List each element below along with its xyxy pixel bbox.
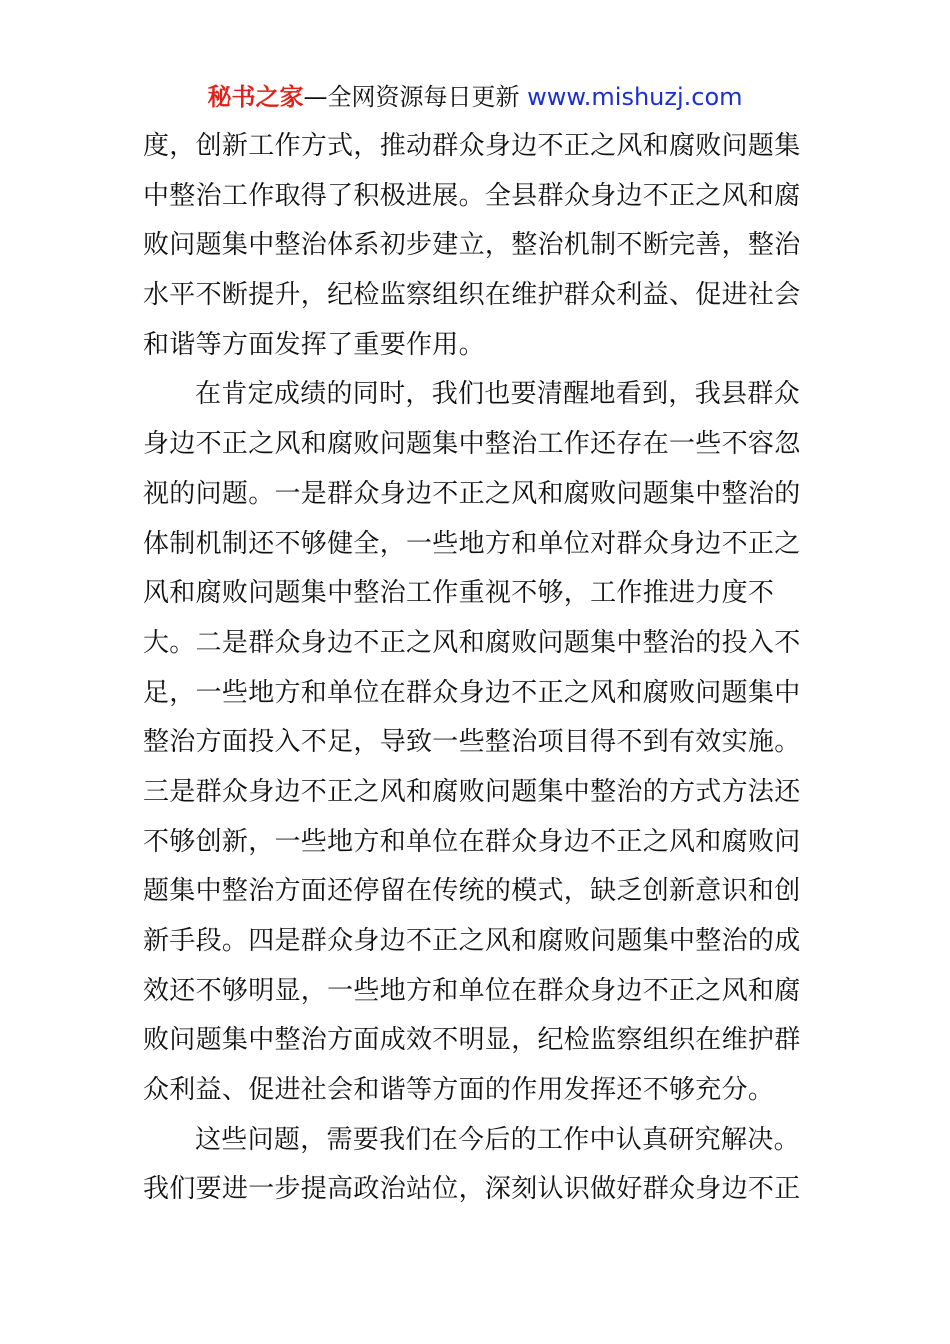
text-line: 败问题集中整治方面成效不明显，纪检监察组织在维护群 — [143, 1025, 801, 1056]
text-line: 中整治工作取得了积极进展。全县群众身边不正之风和腐 — [143, 180, 801, 211]
text-line: 众利益、促进社会和谐等方面的作用发挥还不够充分。 — [143, 1075, 775, 1106]
text-line: 新手段。四是群众身边不正之风和腐败问题集中整治的成 — [143, 926, 801, 956]
text-line: 和谐等方面发挥了重要作用。 — [143, 329, 485, 360]
text-line: 题集中整治方面还停留在传统的模式，缺乏创新意识和创 — [143, 876, 801, 907]
page-header — [0, 80, 950, 114]
site-brand: 秘书之家 — [207, 83, 304, 111]
text-line: 度，创新工作方式，推动群众身边不正之风和腐败问题集 — [143, 131, 801, 161]
site-tagline: —全网资源每日更新 — [303, 83, 528, 111]
text-line: 我们要进一步提高政治站位，深刻认识做好群众身边不正 — [143, 1174, 801, 1205]
text-line: 三是群众身边不正之风和腐败问题集中整治的方式方法还 — [143, 776, 801, 807]
text-line: 身边不正之风和腐败问题集中整治工作还存在一些不容忽 — [143, 429, 801, 460]
text-line: 体制机制还不够健全，一些地方和单位对群众身边不正之 — [143, 528, 801, 559]
text-line: 这些问题，需要我们在今后的工作中认真研究解决。 — [195, 1124, 800, 1155]
text-line: 效还不够明显，一些地方和单位在群众身边不正之风和腐 — [143, 975, 801, 1006]
text-line: 不够创新，一些地方和单位在群众身边不正之风和腐败问 — [143, 826, 801, 857]
site-url-link[interactable]: www.mishuzj.com — [527, 83, 743, 111]
text-line: 足，一些地方和单位在群众身边不正之风和腐败问题集中 — [143, 677, 801, 708]
text-line: 水平不断提升，纪检监察组织在维护群众利益、促进社会 — [143, 280, 801, 311]
text-line: 整治方面投入不足，导致一些整治项目得不到有效实施。 — [143, 727, 801, 758]
text-line: 在肯定成绩的同时，我们也要清醒地看到，我县群众 — [195, 379, 800, 410]
document-body — [143, 122, 808, 1215]
text-line: 大。二是群众身边不正之风和腐败问题集中整治的投入不 — [143, 627, 801, 658]
text-line: 败问题集中整治体系初步建立，整治机制不断完善，整治 — [143, 230, 801, 261]
text-line: 视的问题。一是群众身边不正之风和腐败问题集中整治的 — [143, 478, 801, 509]
text-line: 风和腐败问题集中整治工作重视不够，工作推进力度不 — [143, 578, 775, 609]
